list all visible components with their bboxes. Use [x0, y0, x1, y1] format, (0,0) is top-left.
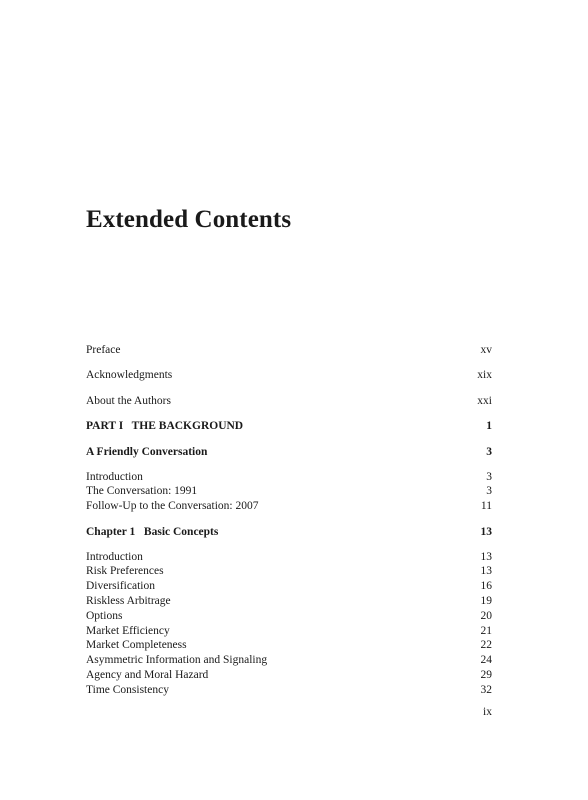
toc-entry-page: 16: [480, 580, 492, 593]
toc-entry-label: Diversification: [86, 580, 155, 593]
toc-entry: [86, 624, 492, 639]
toc-entry: [86, 668, 492, 683]
toc-entry-page: 29: [480, 668, 492, 681]
toc-entry-label: A Friendly Conversation: [86, 445, 208, 458]
toc-entry-label: Chapter 1 Basic Concepts: [86, 525, 219, 538]
table-of-contents: [86, 343, 492, 697]
toc-entry-page: 21: [480, 624, 492, 637]
toc-entry-page: 3: [486, 445, 492, 458]
toc-entry: [86, 653, 492, 668]
toc-entry-label: About the Authors: [86, 394, 171, 407]
toc-entry-label: Market Completeness: [86, 639, 187, 652]
toc-entry-page: xxi: [477, 394, 492, 407]
toc-entry-label: Risk Preferences: [86, 565, 164, 578]
toc-entry-page: 24: [480, 654, 492, 667]
toc-entry: [86, 499, 492, 514]
toc-entry-page: 1: [486, 420, 492, 433]
toc-entry: [86, 550, 492, 565]
toc-entry-label: Time Consistency: [86, 683, 169, 696]
toc-entry-label: Asymmetric Information and Signaling: [86, 654, 268, 667]
toc-part-heading: [86, 419, 492, 434]
toc-entry-page: 13: [480, 550, 492, 563]
toc-entry-label: Market Efficiency: [86, 624, 170, 637]
toc-entry-label: Acknowledgments: [86, 369, 173, 382]
toc-entry: [86, 564, 492, 579]
toc-section-heading: [86, 445, 492, 460]
toc-entry-page: 13: [480, 525, 492, 538]
toc-entry-page: 20: [480, 609, 492, 622]
toc-entry: [86, 470, 492, 485]
toc-entry-page: 19: [480, 594, 492, 607]
toc-entry-label: Riskless Arbitrage: [86, 594, 171, 607]
toc-entry-page: 13: [480, 565, 492, 578]
toc-entry-page: xv: [480, 344, 492, 356]
toc-entry-label: Agency and Moral Hazard: [86, 668, 209, 681]
toc-entry-page: 3: [486, 470, 492, 483]
page-title: Extended Contents: [86, 206, 292, 233]
toc-entry-page: 11: [480, 500, 492, 513]
toc-entry-label: Introduction: [86, 470, 143, 483]
toc-entry: [86, 683, 492, 698]
toc-entry-label: Introduction: [86, 550, 143, 563]
toc-entry: [86, 609, 492, 624]
toc-entry-label: PART I THE BACKGROUND: [86, 420, 244, 433]
toc-chapter-heading: [86, 525, 492, 540]
toc-entry-page: 3: [486, 485, 492, 498]
toc-entry-label: Options: [86, 609, 123, 622]
toc-entry-label: Follow-Up to the Conversation: 2007: [86, 500, 259, 513]
toc-entry: [86, 484, 492, 499]
toc-entry: [86, 638, 492, 653]
toc-entry: [86, 579, 492, 594]
toc-entry-preface: [86, 343, 492, 358]
toc-entry-about-authors: [86, 394, 492, 409]
toc-entry-acknowledgments: [86, 368, 492, 383]
toc-entry: [86, 594, 492, 609]
page-number: ix: [483, 706, 492, 718]
toc-entry-page: xix: [477, 369, 492, 382]
toc-entry-label: Preface: [86, 344, 121, 356]
toc-entry-page: 32: [480, 683, 492, 696]
toc-entry-page: 22: [480, 639, 492, 652]
toc-entry-label: The Conversation: 1991: [86, 485, 198, 498]
